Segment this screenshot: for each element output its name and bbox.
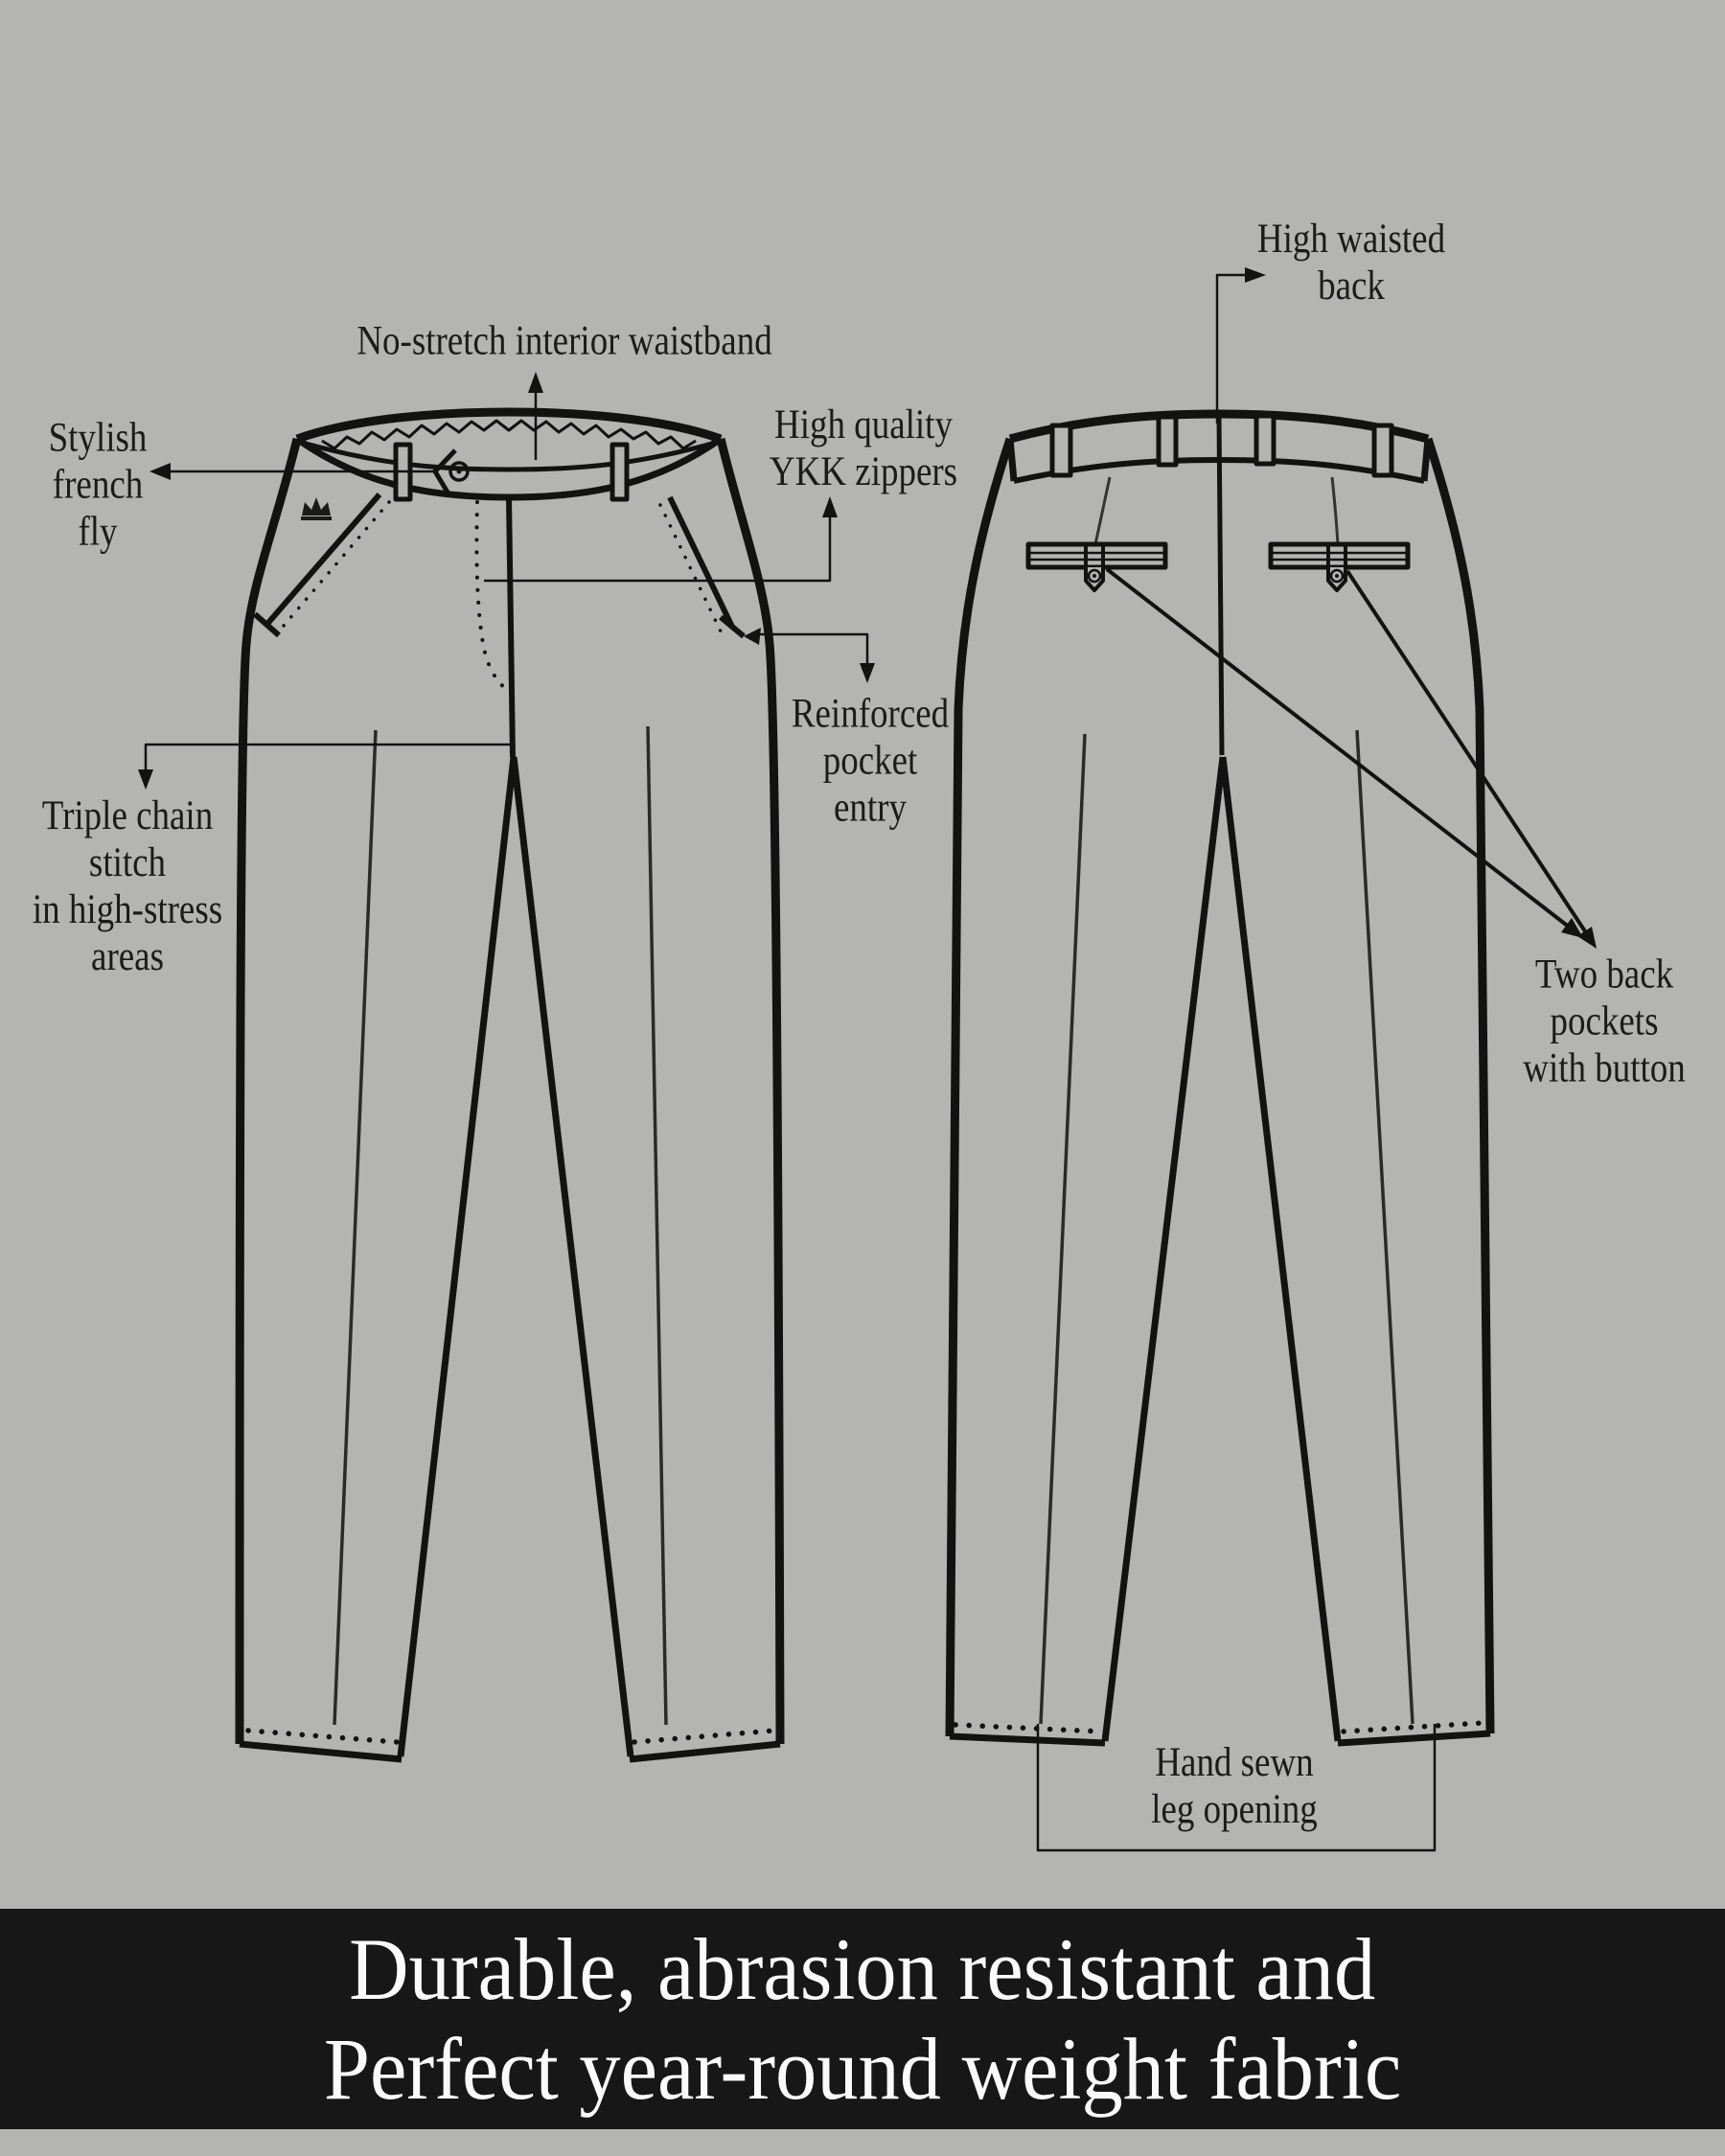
label-ykk-zippers: High quality YKK zippers — [769, 402, 958, 494]
banner-line-1: Durable, abrasion resistant and — [349, 1920, 1376, 2018]
annotation-lines — [138, 267, 1597, 1850]
back-pocket-right — [1271, 544, 1408, 590]
back-trousers-drawing — [950, 414, 1490, 1743]
label-hand-sewn-leg: Hand sewn leg opening — [1151, 1740, 1318, 1832]
back-belt-loop — [1374, 425, 1392, 475]
banner-line-2: Perfect year-round weight fabric — [323, 2020, 1402, 2118]
label-two-back-pockets: Two back pockets with button — [1523, 952, 1686, 1091]
waistband-zigzag-stitch — [322, 421, 696, 448]
label-stylish-french-fly: Stylish french fly — [48, 415, 148, 555]
label-no-stretch-waistband: No-stretch interior waistband — [356, 318, 772, 364]
front-belt-loop — [612, 445, 627, 499]
label-reinforced-pocket: Reinforced pocket entry — [791, 691, 950, 831]
label-triple-chain-stitch: Triple chain stitch in high-stress areas — [32, 793, 223, 979]
back-belt-loop — [1159, 417, 1176, 465]
label-high-waisted-back: High waisted back — [1256, 217, 1446, 309]
back-belt-loop — [1052, 425, 1070, 475]
back-pocket-left — [1028, 544, 1165, 590]
back-belt-loop — [1256, 416, 1274, 464]
french-fly-button — [435, 450, 468, 495]
crown-icon — [301, 497, 332, 520]
fabric-banner — [0, 1909, 1725, 2129]
front-trousers-drawing — [240, 412, 780, 1759]
